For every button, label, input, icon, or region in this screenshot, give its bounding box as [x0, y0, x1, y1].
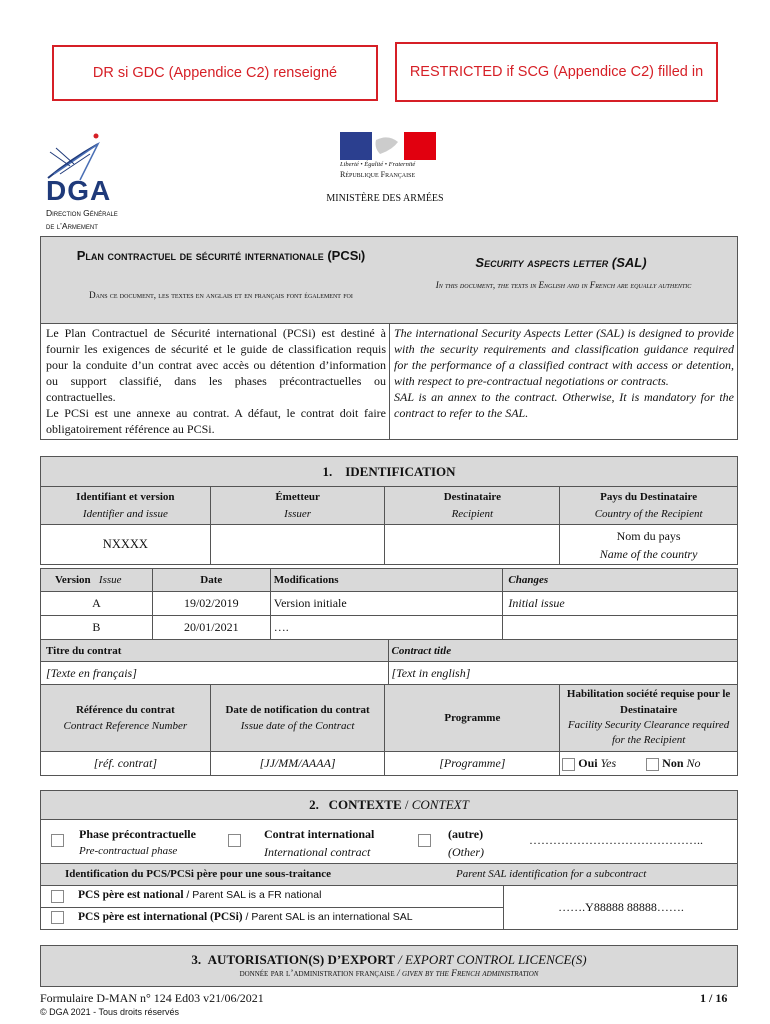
sal-description: [394, 325, 734, 421]
dr-marking: [52, 45, 378, 101]
restricted-marking-text: RESTRICTED if SCG (Appendice C2) filled in: [409, 63, 704, 80]
sal-title: Security aspects letter (SAL): [475, 255, 647, 270]
international-parent-checkbox[interactable]: [51, 911, 64, 924]
dga-logo: [40, 130, 150, 235]
marianne-icon: [340, 132, 436, 160]
intro-body: [40, 324, 738, 440]
contract-title-fr-header: Titre du contrat: [41, 640, 389, 662]
pcsi-subtitle: Dans ce document, les textes en anglais et en français font également foi: [89, 290, 353, 300]
context-options: [40, 820, 738, 864]
page-number: 1 / 16: [700, 991, 728, 1005]
sal-subtitle: In this document, the texts in English and in French are equally authentic: [435, 280, 692, 290]
form-reference: Formulaire D-MAN n° 124 Ed03 v21/06/2021: [40, 991, 264, 1005]
marianne-republic: République Française: [340, 170, 416, 179]
change-cell[interactable]: [503, 616, 738, 640]
national-parent-checkbox[interactable]: [51, 890, 64, 903]
precontract-checkbox[interactable]: [51, 834, 64, 847]
marianne-logo: [330, 130, 450, 185]
intro-header: [40, 236, 738, 324]
table-row: [41, 616, 738, 640]
issuer-value[interactable]: [210, 525, 385, 565]
pcsi-description: [46, 325, 386, 437]
date-header: Date: [152, 569, 270, 592]
pcsi-paragraph-1: Le Plan Contractuel de Sécurité international (PCSi) est destiné à fournir les exigences de sécurité et le guide de classification requis pour la conduite d’un contrat avec accès ou détention d’information ou support classifié, dans les phases précontractuelles ou contractuelles.: [46, 326, 386, 404]
contract-title-fr-input[interactable]: [Texte en français]: [41, 662, 389, 686]
programme-input[interactable]: [Programme]: [385, 752, 560, 776]
version-cell[interactable]: B: [41, 616, 153, 640]
export-heading: 3. AUTORISATION(S) D’EXPORT / EXPORT CONTROL LICENCE(S) donnée par l’administration française / given by the French administration: [40, 945, 738, 987]
parent-sal-input[interactable]: …….Y88888 88888…….: [558, 900, 684, 914]
modification-cell[interactable]: Version initiale: [270, 592, 503, 616]
identification-table: [40, 456, 738, 565]
dr-marking-text: DR si GDC (Appendice C2) renseigné: [92, 64, 338, 81]
recipient-header: Destinataire Recipient: [385, 487, 560, 525]
intro-divider: [389, 324, 390, 440]
contract-ref-header: Référence du contrat Contract Reference Number: [41, 685, 211, 752]
subcontract-header: Identification du PCS/PCSi père pour une sous-traitance Parent SAL identification for a subcontract: [40, 864, 738, 886]
version-table: [40, 568, 738, 640]
pcsi-title: Plan contractuel de sécurité internationale (PCSi): [76, 248, 366, 263]
national-parent-label: PCS père est national / Parent SAL is a FR national: [78, 889, 322, 901]
restricted-marking: [395, 42, 718, 102]
international-contract-label: Contrat international International contract: [264, 827, 375, 859]
contract-ref-input[interactable]: [réf. contrat]: [41, 752, 211, 776]
sal-paragraph-2: SAL is an annex to the contract. Otherwise, It is mandatory for the contract to refer to the SAL.: [394, 390, 734, 420]
contract-ref-table: [40, 684, 738, 776]
notification-date-header: Date de notification du contrat Issue date of the Contract: [210, 685, 385, 752]
clearance-header: Habilitation société requise pour le Destinataire Facility Security Clearance required for the Recipient: [560, 685, 738, 752]
context-heading: 2. CONTEXTE / CONTEXT: [40, 790, 738, 820]
change-cell[interactable]: Initial issue: [503, 592, 738, 616]
identifier-header: Identifiant et version Identifier and issue: [41, 487, 211, 525]
marianne-motto: Liberté • Égalité • Fraternité: [340, 161, 416, 168]
changes-header: Changes: [503, 569, 738, 592]
notification-date-input[interactable]: [JJ/MM/AAAA]: [210, 752, 385, 776]
date-cell[interactable]: 19/02/2019: [152, 592, 270, 616]
version-cell[interactable]: A: [41, 592, 153, 616]
contract-title-table: [40, 639, 738, 686]
date-cell[interactable]: 20/01/2021: [152, 616, 270, 640]
copyright: © DGA 2021 - Tous droits réservés: [40, 1007, 180, 1017]
precontract-label: Phase précontractuelle Pre-contractual phase: [79, 827, 196, 857]
contract-title-en-input[interactable]: [Text in english]: [388, 662, 738, 686]
clearance-options: Oui Yes Non No: [560, 752, 738, 776]
other-input[interactable]: ……………………………………..: [529, 833, 703, 847]
modifications-header: Modifications: [270, 569, 503, 592]
other-checkbox[interactable]: [418, 834, 431, 847]
international-contract-checkbox[interactable]: [228, 834, 241, 847]
table-row: [41, 592, 738, 616]
contract-title-en-header: Contract title: [388, 640, 738, 662]
clearance-yes-checkbox[interactable]: [562, 758, 575, 771]
international-parent-label: PCS père est international (PCSi) / Parent SAL is an international SAL: [78, 911, 413, 923]
identifier-value[interactable]: NXXXX: [41, 525, 211, 565]
clearance-no-checkbox[interactable]: [646, 758, 659, 771]
dga-line1: Direction Générale: [46, 208, 118, 218]
dga-line2: de l’Armement: [46, 221, 98, 231]
country-value[interactable]: Nom du pays Name of the country: [560, 525, 738, 565]
modification-cell[interactable]: ….: [270, 616, 503, 640]
parent-sal-rows: [40, 886, 738, 930]
dga-wordmark: DGA: [46, 175, 112, 206]
country-header: Pays du Destinataire Country of the Recipient: [560, 487, 738, 525]
version-header: Version Issue: [41, 569, 153, 592]
sal-paragraph-1: The international Security Aspects Letter (SAL) is designed to provide with the security requirements and classification guidance required for the performance of a classified contract with access or detention, with respect to pre-contractual negotiations or contracts.: [394, 326, 734, 388]
recipient-value[interactable]: [385, 525, 560, 565]
identification-heading: 1. IDENTIFICATION: [41, 457, 738, 487]
ministry-name: MINISTÈRE DES ARMÉES: [326, 193, 444, 204]
other-label: (autre) (Other): [448, 827, 484, 859]
issuer-header: Émetteur Issuer: [210, 487, 385, 525]
pcsi-paragraph-2: Le PCSi est une annexe au contrat. A défaut, le contrat doit faire obligatoirement référence au PCSi.: [46, 406, 386, 436]
programme-header: Programme: [385, 685, 560, 752]
